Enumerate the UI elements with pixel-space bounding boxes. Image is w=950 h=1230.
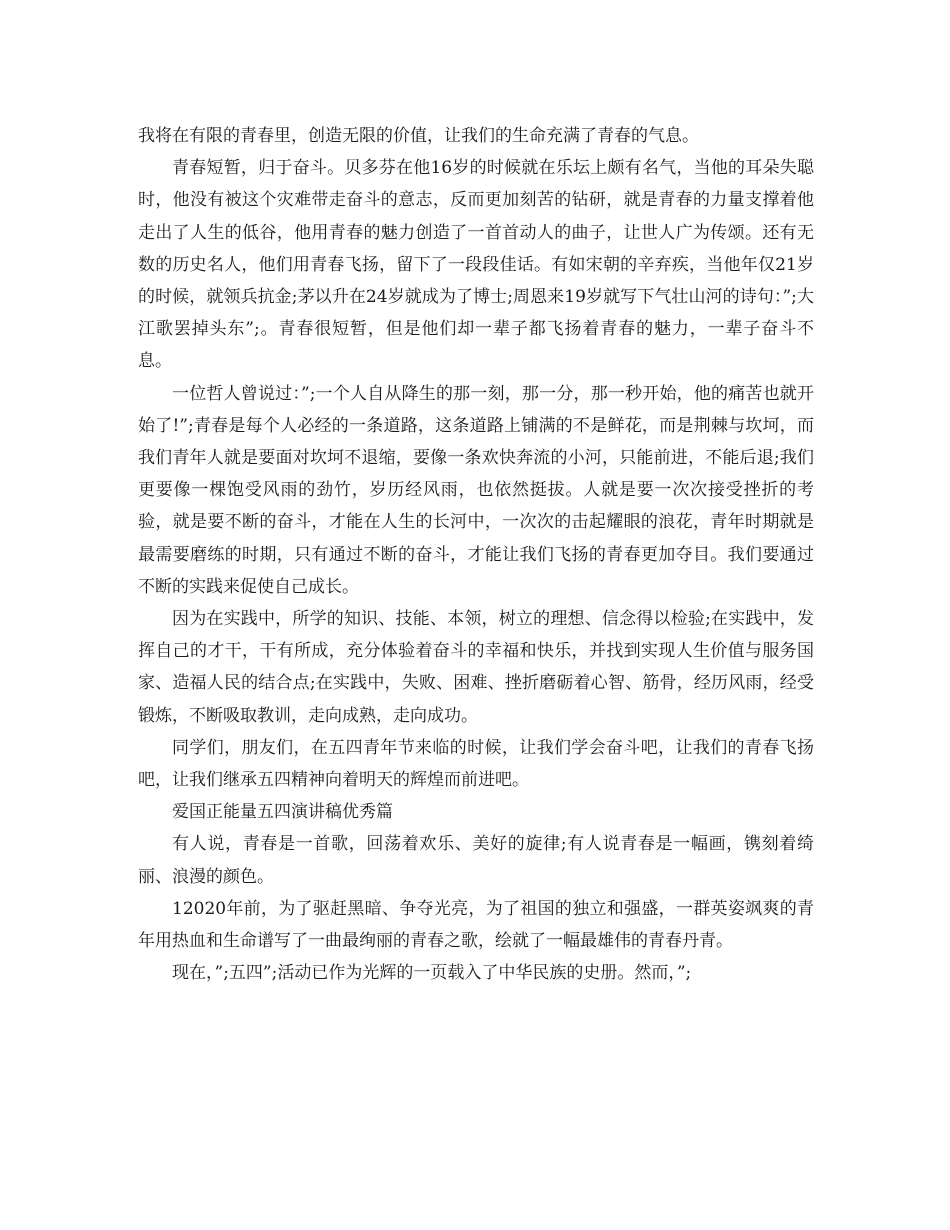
paragraph-5: 同学们，朋友们，在五四青年节来临的时候，让我们学会奋斗吧，让我们的青春飞扬吧，让我们继承五四精神向着明天的辉煌而前进吧。: [138, 737, 814, 791]
paragraph-2: 青春短暂，归于奋斗。贝多芬在他16岁的时候就在乐坛上颇有名气，当他的耳朵失聪时，他没有被这个灾难带走奋斗的意志，反而更加刻苦的钻研，就是青春的力量支撑着他走出了人生的低谷，他用青春的魅力创造了一首首动人的曲子，让世人广为传颂。还有无数的历史名人，他们用青春飞扬，留下了一段段佳话。有如宋朝的辛弃疾，当他年仅21岁的时候，就领兵抗金;茅以升在24岁就成为了博士;周恩来19岁就写下气壮山河的诗句：”;大江歌罢掉头东”;。青春很短暂，但是他们却一辈子都飞扬着青春的魅力，一辈子奋斗不息。: [138, 158, 814, 372]
paragraph-1: 我将在有限的青春里，创造无限的价值，让我们的生命充满了青春的气息。: [138, 126, 699, 146]
section-title: 爱国正能量五四演讲稿优秀篇: [172, 802, 393, 823]
paragraph-6: 有人说，青春是一首歌，回荡着欢乐、美好的旋律;有人说青春是一幅画，镌刻着绮丽、浪漫的颜色。: [138, 834, 814, 887]
paragraph-4: 因为在实践中，所学的知识、技能、本领，树立的理想、信念得以检验;在实践中，发挥自己的才干，干有所成，充分体验着奋斗的幸福和快乐，并找到实现人生价值与服务国家、造福人民的结合点;在实践中，失败、困难、挫折磨砺着心智、筋骨，经历风雨，经受锻炼，不断吸取教训，走向成熟，走向成功。: [138, 609, 814, 726]
document-page: [138, 120, 814, 989]
paragraph-7: 12020年前，为了驱赶黑暗、争夺光亮，为了祖国的独立和强盛，一群英姿飒爽的青年用热血和生命谱写了一曲最绚丽的青春之歌，绘就了一幅最雄伟的青春丹青。: [138, 898, 814, 952]
paragraph-8: 现在，”;五四”;活动已作为光辉的一页载入了中华民族的史册。然而，”;: [172, 963, 692, 984]
paragraph-3: 一位哲人曾说过：”;一个人自从降生的那一刻，那一分，那一秒开始，他的痛苦也就开始了!”;青春是每个人必经的一条道路，这条道路上铺满的不是鲜花，而是荆棘与坎坷，而我们青年人就是要面对坎坷不退缩，要像一条欢快奔流的小河，只能前进，不能后退;我们更要像一棵饱受风雨的劲竹，岁历经风雨，也依然挺拔。人就是要一次次接受挫折的考验，就是要不断的奋斗，才能在人生的长河中，一次次的击起耀眼的浪花，青年时期就是最需要磨练的时期，只有通过不断的奋斗，才能让我们飞扬的青春更加夺目。我们要通过不断的实践来促使自己成长。: [138, 383, 814, 597]
